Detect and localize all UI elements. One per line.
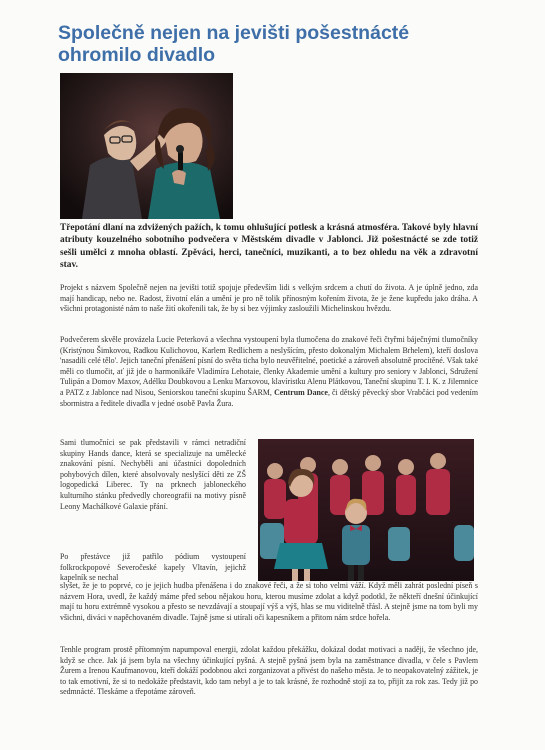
article-paragraph: Po přestávce již patřilo pódium vystoupení folkrockpopové Severočeské kapely Vltavín, jejichž kapelník se nechal	[60, 552, 246, 583]
article-paragraph: Projekt s názvem Společně nejen na jevišti totiž spojuje především lidi s velkým srdcem a chutí do života. A je úplně jedno, zda mají handicap, nebo ne. Radost, životní elán a umění je pro ně tolik přínosným kořením života, že je žene kupředu jako dráha. A všichni protagonisté nám to naše žití okořenili tak, že by si bez výjimky zasloužili Michelinskou hvězdu.	[60, 283, 478, 314]
article-paragraph	[60, 335, 478, 409]
article-paragraph: Sami tlumočníci se pak představili v rámci netradiční skupiny Hands dance, která se specializuje na umělecké znakování písní. Nechyběli ani účastníci dopoledních pohybových dílen, které absolvovaly neslyšící děti ze ZŠ logopedická Liberec. Ty na prknech jabloneckého kulturního stánku předvedly choreografii na motivy písně Leony Machálkové Galaxie přání.	[60, 438, 246, 511]
article-title: Společně nejen na jevišti pošestnácté ohromilo divadlo	[58, 22, 410, 66]
children-choir-photo	[258, 439, 474, 581]
article-paragraph: Tenhle program prostě přítomným napumpoval energii, zdolat každou překážku, dokázal dodat motivaci a naději, že všechno jde, když se chce. Jak já jsem byla na všechny účinkující pyšná. A stejně pyšná jsem byla na zaměstnance divadla, v čele s Pavlem Žurem a Irenou Kaufmanovou, kteří dokáží podobnou akci zorganizovat a přivést do našeho města. Je to neopakovatelný zážitek, je to tak emotivní, že si to nedokáže představit, kdo tam nebyl a je to tak krásné, že rozhodně stojí za to, přijít za rok zas. Tedy již po sedmnácté. Tleskáme a třepotáme zároveň.	[60, 645, 478, 697]
article-paragraph: slyšet, že je to poprvé, co je jejich hudba přenášena i do znakové řeči, a že si toho velmi váží. Když měli zahrát poslední píseň s názvem Hora, uvedl, že každý máme před sebou nějakou horu, kterou musíme zdolat a když podotkl, že někteří dnešní účinkující mají tu horu extrémně vysokou a přesto se nevzdávají a stoupají výš a výš, hlas se mu viditelně třásl. A stejně jsme na tom byli my všichni, diváci v napěchovaném divadle. Tajně jsme si utírali oči kapesníkem a přitom nám srdce hořela.	[60, 581, 478, 622]
paragraph-text: Podvečerem skvěle provázela Lucie Peterková a všechna vystoupení byla tlumočena do znakové řeči čtyřmi báječnými tlumočníky (Kristýnou Šimkovou, Radkou Kulichovou, Karlem Redlichem a neslyšícím, přesto dokonalým Michalem Brhelem), kteří doslova 'nasadili celé tělo'. Jejich taneční přenášení písní do světa ticha bylo neuvěřitelné, poetické a zároveň absolutně procítěné. Však také měli co tlumočit, ať již jde o harmonikáře Vladimíra Lehotaie, členky Akademie umění a kultury pro seniory v Jablonci, Sdružení Tulipán a Domov Maxov, Adélku Doubkovou a Lenku Marxovou, klavíristku Alenu Plátkovou, Taneční skupinu T. I. K. z Jilemnice a PATZ z Jablonce nad Nisou, Seniorskou taneční skupinu ŠARM,	[60, 335, 478, 397]
performers-photo	[60, 73, 233, 219]
paragraph-bold-text: Centrum Dance	[274, 387, 328, 397]
paragraph-text: , či dětský pěvecký sbor Vrabčáci pod vedením sbormistra a ředitele divadla v jedné osobě Pavla Žura.	[60, 387, 478, 408]
article-lead: Třepotání dlaní na zdvižených pažích, k tomu ohlušující potlesk a krásná atmosféra. Takové byly hlavní atributy kouzelného sobotního podvečera v Městském divadle v Jablonci. Již pošestnácté se zde totiž sešli umělci z mnoha oblastí. Zpěváci, herci, tanečníci, muzikanti, a to bez ohledu na věk a zdravotní stav.	[60, 223, 478, 270]
